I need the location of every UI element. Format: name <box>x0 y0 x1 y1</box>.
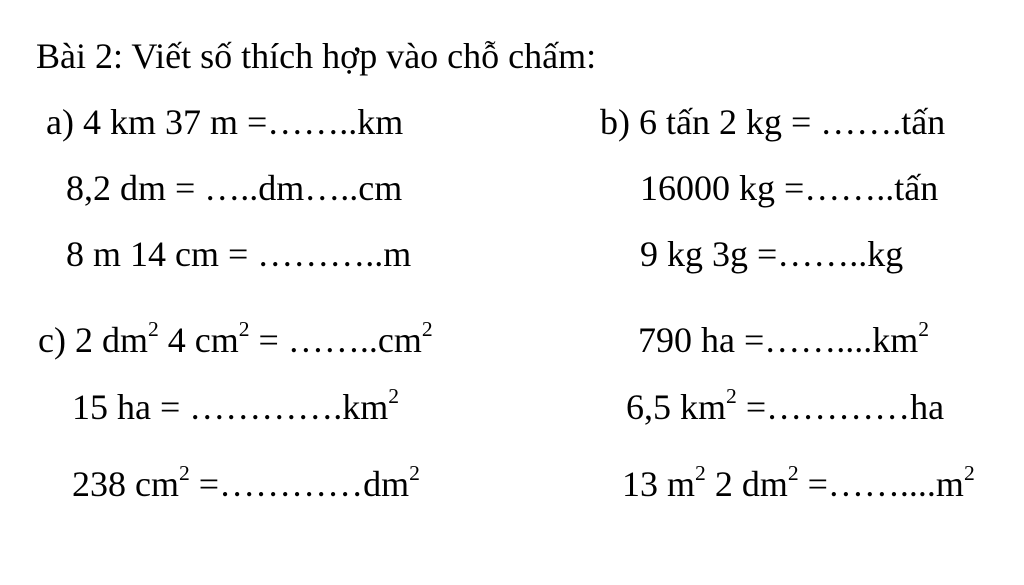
item-b-line-1: b) 6 tấn 2 kg = …….tấn <box>600 102 946 142</box>
item-c-line-3-exponent-2: 2 <box>409 460 420 485</box>
item-c-line-2-text-1: 15 ha = ………….km <box>72 387 389 427</box>
item-c-right-line-2 <box>626 383 945 427</box>
exercise-title: Bài 2: Viết số thích hợp vào chỗ chấm: <box>36 36 597 76</box>
item-c-line-3-exponent-1: 2 <box>178 460 190 485</box>
item-c-line-3-text-1: 238 cm <box>72 464 179 504</box>
item-c-right-line-2-text-1: 6,5 km <box>626 387 727 427</box>
item-c-right-line-1-text-1: 790 ha =……....km <box>638 320 919 360</box>
item-c-right-line-2-text-2: =…………ha <box>736 387 945 427</box>
item-c-line-1-text-3: = ……..cm <box>249 320 422 360</box>
item-a-line-2: 8,2 dm = …..dm…..cm <box>66 168 403 208</box>
item-c-right-line-3-text-1: 13 m <box>622 464 696 504</box>
item-c-right-line-2-exponent-1: 2 <box>726 383 737 408</box>
item-c-line-2 <box>72 383 400 427</box>
item-c-right-line-3-text-3: =……....m <box>798 464 964 504</box>
item-a-line-3: 8 m 14 cm = ………..m <box>66 234 412 274</box>
item-c-line-3 <box>72 460 420 504</box>
item-a-line-1: a) 4 km 37 m =……..km <box>46 102 404 142</box>
item-c-right-line-1-exponent-1: 2 <box>918 316 930 341</box>
item-c-right-line-1 <box>638 316 930 360</box>
item-c-line-1-exponent-3: 2 <box>421 316 433 341</box>
item-c-line-1-text-1: c) 2 dm <box>38 320 148 360</box>
item-c-right-line-3-text-2: 2 dm <box>705 464 788 504</box>
item-c-line-1-exponent-2: 2 <box>238 316 250 341</box>
item-c-line-1 <box>38 316 433 360</box>
item-b-line-3: 9 kg 3g =……..kg <box>640 234 904 274</box>
item-b-line-2: 16000 kg =……..tấn <box>640 168 939 208</box>
item-c-line-1-text-2: 4 cm <box>158 320 239 360</box>
item-c-right-line-3-exponent-1: 2 <box>695 460 706 485</box>
item-c-line-2-exponent-1: 2 <box>388 383 400 408</box>
item-c-line-3-text-2: =…………dm <box>189 464 410 504</box>
item-c-right-line-3 <box>622 460 975 504</box>
item-c-line-1-exponent-1: 2 <box>147 316 159 341</box>
item-c-right-line-3-exponent-3: 2 <box>963 460 975 485</box>
item-c-right-line-3-exponent-2: 2 <box>787 460 799 485</box>
